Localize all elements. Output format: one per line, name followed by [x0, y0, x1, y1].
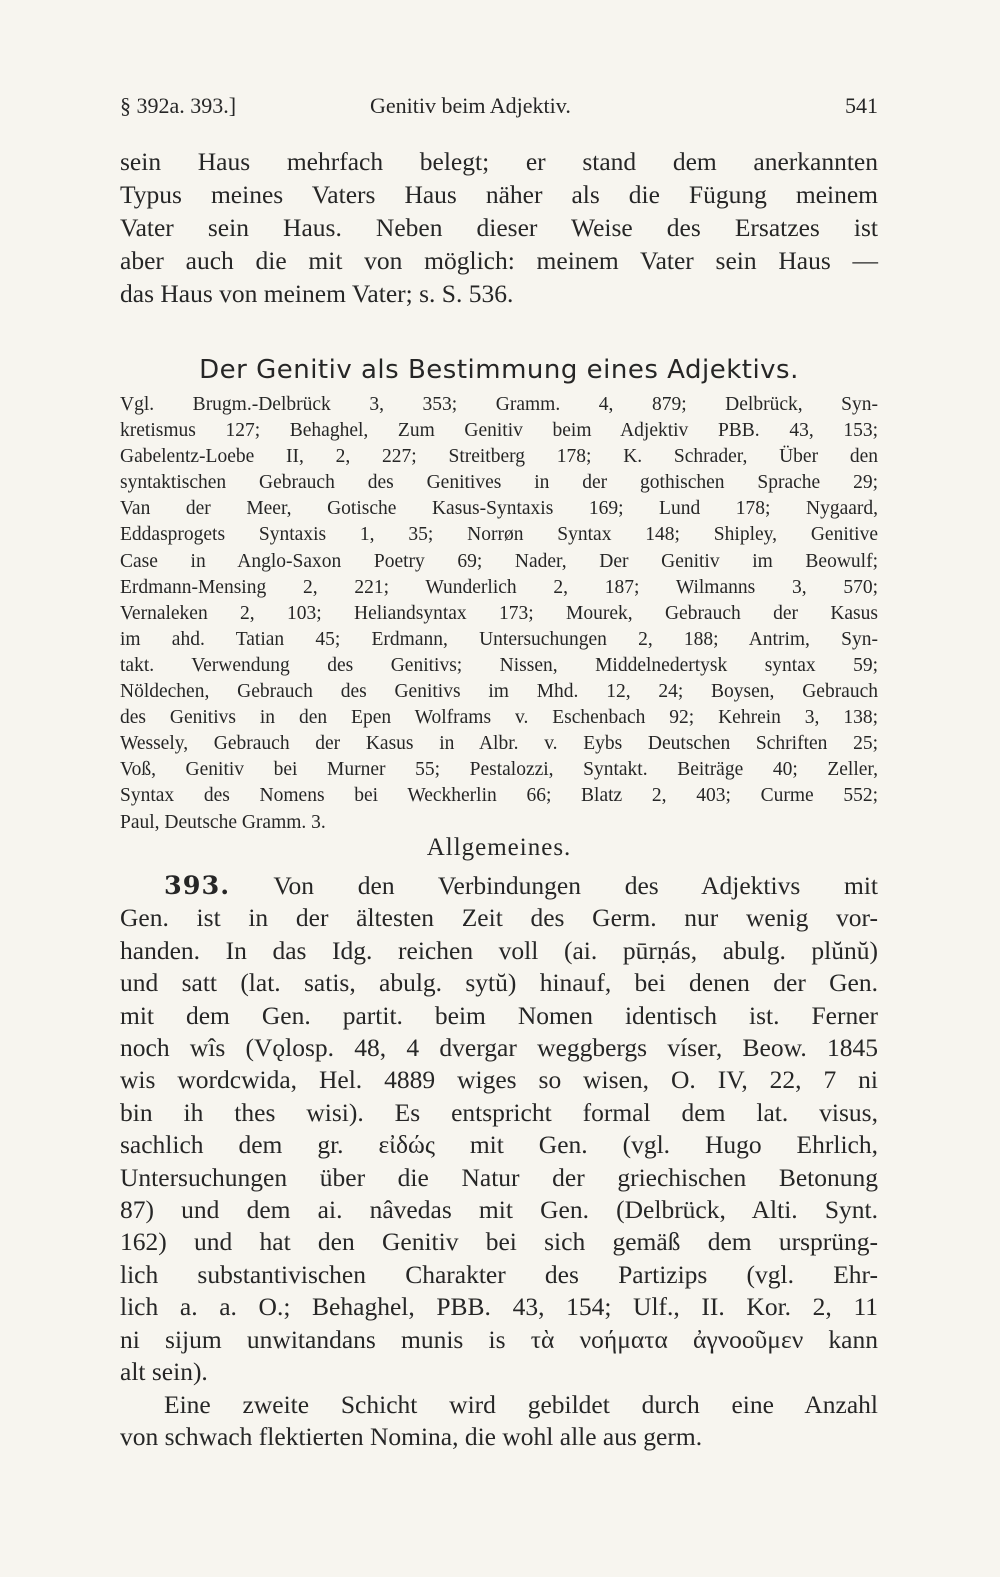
page-header [120, 88, 878, 124]
text-line: noch wîs (Vǫlosp. 48, 4 dvergar weggbergs víser, Beow. 1845 [120, 1033, 878, 1063]
text-line: sachlich dem gr. εἰδώς mit Gen. (vgl. Hugo Ehrlich, [120, 1130, 878, 1160]
intro-paragraph [120, 145, 878, 310]
text-line: lich a. a. O.; Behaghel, PBB. 43, 154; Ulf., II. Kor. 2, 11 [120, 1292, 878, 1322]
bibliography-line: Gabelentz-Loebe II, 2, 227; Streitberg 178; K. Schrader, Über den [120, 446, 878, 468]
text-line: aber auch die mit von möglich: meinem Vater sein Haus — [120, 246, 878, 275]
section-reference: § 392a. 393.] [120, 93, 237, 118]
text-line: sein Haus mehrfach belegt; er stand dem anerkannten [120, 147, 878, 176]
bibliography-line: Case in Anglo-Saxon Poetry 69; Nader, Der Genitiv im Beowulf; [120, 550, 878, 572]
bibliography-line: Syntax des Nomens bei Weckherlin 66; Blatz 2, 403; Curme 552; [120, 785, 878, 807]
text-line [120, 870, 878, 902]
subheading-allgemeines: Allgemeines. [426, 834, 572, 861]
bibliography-line: im ahd. Tatian 45; Erdmann, Untersuchungen 2, 188; Antrim, Syn- [120, 628, 878, 650]
text-line: und satt (lat. satis, abulg. sytŭ) hinauf, bei denen der Gen. [120, 968, 878, 998]
bibliography-line: Erdmann-Mensing 2, 221; Wunderlich 2, 187; Wilmanns 3, 570; [120, 576, 878, 598]
text-line: alt sein). [120, 1357, 208, 1387]
bibliography-line: Paul, Deutsche Gramm. 3. [120, 811, 326, 833]
bibliography-line: Van der Meer, Gotische Kasus-Syntaxis 169; Lund 178; Nygaard, [120, 498, 878, 520]
text-line: mit dem Gen. partit. beim Nomen identisch ist. Ferner [120, 1000, 878, 1030]
text-line: Typus meines Vaters Haus näher als die Fügung meinem [120, 180, 878, 209]
text-line: Eine zweite Schicht wird gebildet durch eine Anzahl [164, 1389, 878, 1419]
bibliography-line: Nöldechen, Gebrauch des Genitivs im Mhd. 12, 24; Boysen, Gebrauch [120, 681, 878, 703]
text-line: bin ih thes wisi). Es entspricht formal dem lat. visus, [120, 1097, 878, 1127]
bibliography-line: Voß, Genitiv bei Murner 55; Pestalozzi, Syntakt. Beiträge 40; Zeller, [120, 759, 878, 781]
text-line: wis wordcwida, Hel. 4889 wiges so wisen, O. IV, 22, 7 ni [120, 1065, 878, 1095]
paragraph-393 [120, 870, 878, 1453]
text-line: Untersuchungen über die Natur der griechischen Betonung [120, 1162, 878, 1192]
text-line-content: Von den Verbindungen des Adjektivs mit [273, 871, 878, 900]
bibliography-line: kretismus 127; Behaghel, Zum Genitiv beim Adjektiv PBB. 43, 153; [120, 420, 878, 442]
text-line: das Haus von meinem Vater; s. S. 536. [120, 279, 514, 308]
text-line: von schwach flektierten Nomina, die wohl alle aus germ. [120, 1421, 703, 1451]
text-line: 162) und hat den Genitiv bei sich gemäß dem ursprüng- [120, 1227, 878, 1257]
text-line: lich substantivischen Charakter des Partizips (vgl. Ehr- [120, 1259, 878, 1289]
bibliography-line: takt. Verwendung des Genitivs; Nissen, Middelnedertysk syntax 59; [120, 654, 878, 676]
section-number: 393. [164, 871, 231, 901]
running-title: Genitiv beim Adjektiv. [370, 93, 571, 118]
bibliography-line: Vernaleken 2, 103; Heliandsyntax 173; Mourek, Gebrauch der Kasus [120, 602, 878, 624]
bibliography-line: Vgl. Brugm.-Delbrück 3, 353; Gramm. 4, 879; Delbrück, Syn- [120, 394, 878, 415]
page-number: 541 [845, 93, 878, 118]
bibliography-line: des Genitivs in den Epen Wolframs v. Eschenbach 92; Kehrein 3, 138; [120, 707, 878, 729]
section-heading: Der Genitiv als Bestimmung eines Adjektivs. [199, 355, 799, 385]
text-line: handen. In das Idg. reichen voll (ai. pūrṇás, abulg. plŭnŭ) [120, 935, 878, 965]
bibliography-line: Eddasprogets Syntaxis 1, 35; Norrøn Syntax 148; Shipley, Genitive [120, 524, 878, 546]
text-line: Gen. ist in der ältesten Zeit des Germ. nur wenig vor- [120, 903, 878, 933]
text-line: ni sijum unwitandans munis is τὰ νοήματα ἀγνοοῦμεν kann [120, 1324, 878, 1354]
bibliography-block [120, 392, 878, 836]
text-line: Vater sein Haus. Neben dieser Weise des Ersatzes ist [120, 213, 878, 242]
bibliography-line: Wessely, Gebrauch der Kasus in Albr. v. Eybs Deutschen Schriften 25; [120, 733, 878, 755]
bibliography-line: syntaktischen Gebrauch des Genitives in der gothischen Sprache 29; [120, 472, 878, 494]
text-line: 87) und dem ai. nâvedas mit Gen. (Delbrück, Alti. Synt. [120, 1195, 878, 1225]
